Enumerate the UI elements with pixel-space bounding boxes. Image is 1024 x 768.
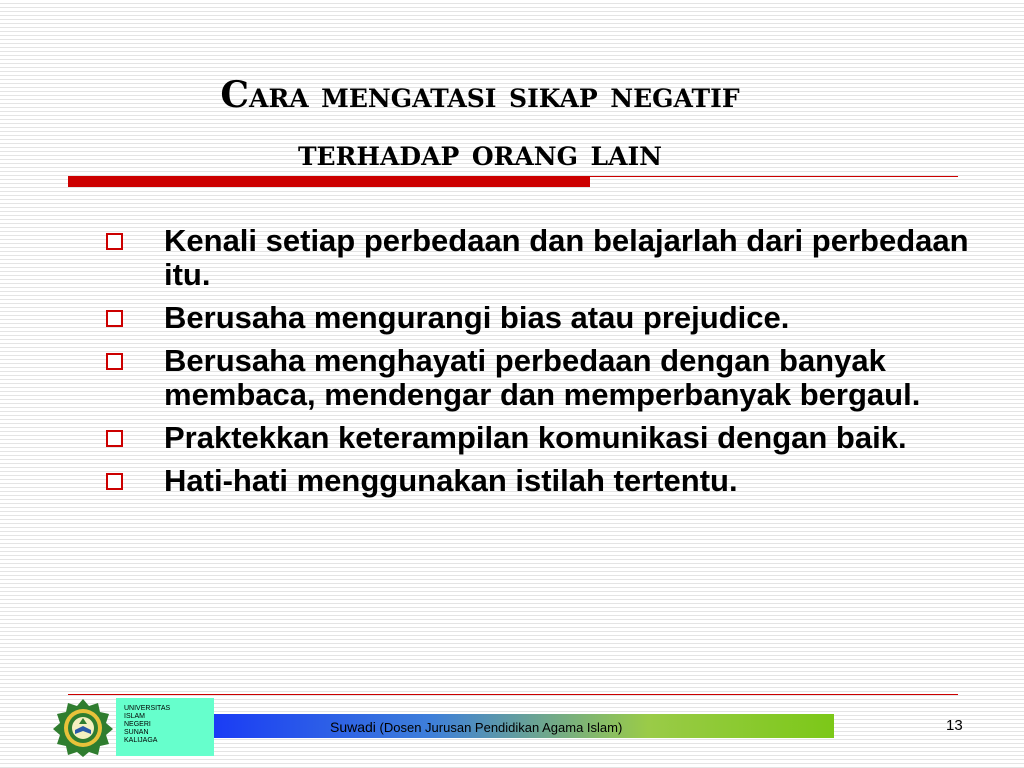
hollow-square-icon: [106, 310, 123, 327]
bullet-item: [104, 224, 974, 292]
bullet-item: [104, 421, 974, 455]
title-underline-thin: [590, 176, 958, 177]
university-emblem-icon: [50, 697, 116, 757]
hollow-square-icon: [106, 473, 123, 490]
page-number: 13: [946, 717, 963, 734]
bullet-text: Berusaha mengurangi bias atau prejudice.: [164, 300, 790, 335]
university-name-line: ISLAM: [124, 713, 146, 720]
university-name-line: UNIVERSITAS: [124, 705, 171, 712]
bullet-item: [104, 464, 974, 498]
slide-title-line-1: Cara mengatasi sikap negatif: [220, 74, 740, 116]
title-underline-thick: [68, 176, 590, 187]
bullet-text: Berusaha menghayati perbedaan dengan banyak membaca, mendengar dan memperbanyak bergaul.: [164, 343, 921, 412]
bullet-item: [104, 344, 974, 412]
hollow-square-icon: [106, 430, 123, 447]
university-name-box: [116, 698, 214, 756]
bullet-item: [104, 301, 974, 335]
bullet-text: Hati-hati menggunakan istilah tertentu.: [164, 463, 738, 498]
hollow-square-icon: [106, 233, 123, 250]
footer-author-role: (Dosen Jurusan Pendidikan Agama Islam): [375, 720, 623, 735]
bullet-text: Praktekkan keterampilan komunikasi dengan baik.: [164, 420, 907, 455]
footer-credit: [330, 719, 622, 736]
footer-author: Suwadi: [330, 719, 376, 735]
bullet-text: Kenali setiap perbedaan dan belajarlah dari perbedaan itu.: [164, 223, 969, 292]
university-name-line: KALIJAGA: [124, 737, 158, 744]
footer-divider: [68, 694, 958, 695]
university-name-line: NEGERI: [124, 721, 151, 728]
hollow-square-icon: [106, 353, 123, 370]
slide-title: [70, 66, 890, 182]
bullet-list: [104, 224, 974, 507]
university-name-line: SUNAN: [124, 729, 149, 736]
slide-title-line-2: terhadap orang lain: [297, 132, 663, 174]
